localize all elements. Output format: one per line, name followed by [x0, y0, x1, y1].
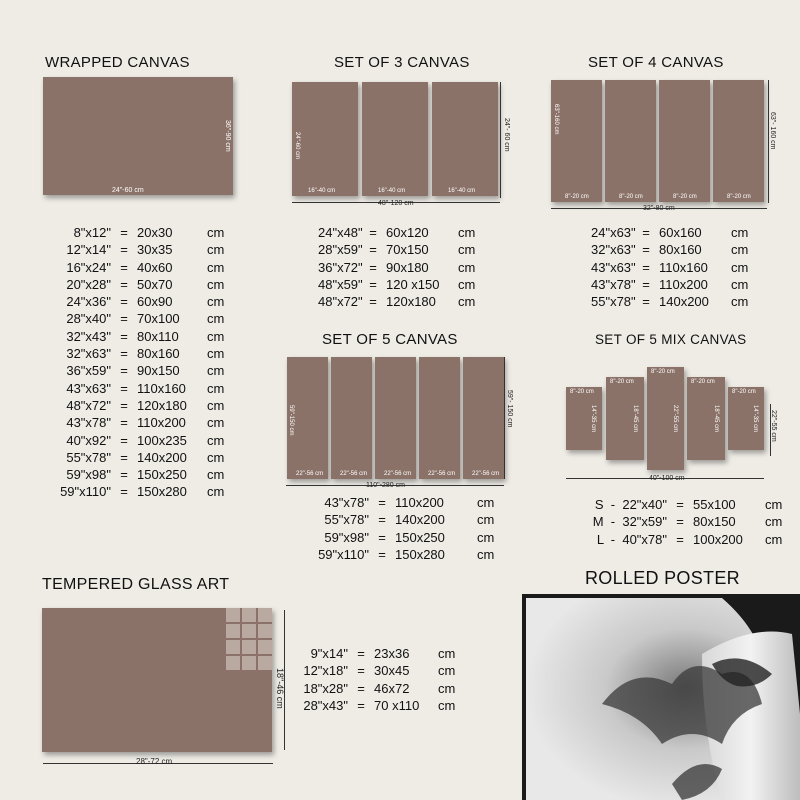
equals-sign: = — [120, 484, 128, 500]
size-cm: 60x120 — [386, 225, 429, 240]
set4-size-list — [591, 224, 748, 310]
panel-dim-label: 16"-40 cm — [378, 188, 406, 194]
size-cm: 150x280 — [395, 546, 445, 562]
wrapped-height-dim: 36"-90 cm — [224, 120, 231, 152]
size-inches: 48"x72" — [318, 294, 363, 310]
size-inches: 24"x36" — [66, 294, 111, 310]
size-row — [55, 293, 224, 310]
size-unit: cm — [207, 311, 225, 327]
set3-panel — [292, 82, 358, 196]
size-unit: cm — [207, 415, 225, 431]
size-unit: cm — [207, 276, 225, 292]
equals-sign: = — [369, 294, 377, 310]
equals-sign: = — [357, 663, 365, 679]
size-cm: 110x160 — [137, 380, 186, 396]
size-cm: 70x150 — [386, 242, 429, 258]
panel-dim-label: 16"-40 cm — [448, 188, 476, 194]
set5-panel — [331, 357, 372, 479]
size-unit: cm — [207, 328, 225, 344]
size-row — [55, 432, 224, 449]
size-inches: 28"x43" — [303, 697, 348, 713]
size-cm: 110x200 — [137, 415, 186, 431]
size-inches: M - 32"x59" — [592, 514, 667, 530]
size-unit: cm — [765, 514, 783, 530]
size-row — [55, 310, 224, 327]
size-inches: 18"x28" — [303, 680, 348, 696]
wrapped-canvas-title: WRAPPED CANVAS — [45, 54, 190, 71]
equals-sign: = — [120, 294, 128, 310]
size-cm: 55x100 — [693, 497, 736, 512]
glass-size-list — [300, 645, 455, 714]
size-inches: 32"x43" — [66, 328, 111, 344]
panel-dim-label: 18"-45 cm — [713, 404, 719, 432]
size-row — [317, 546, 494, 563]
size-cm: 90x150 — [137, 363, 180, 379]
size-cm: 150x250 — [395, 529, 445, 545]
set3-total-dim: 48"-120 cm — [378, 200, 414, 207]
panel-dim-label: 14"-35 cm — [752, 404, 758, 432]
set3-right-line — [500, 82, 501, 198]
size-inches: 55"x78" — [324, 512, 369, 528]
mix-panel — [606, 377, 644, 460]
size-cm: 70 x110 — [374, 697, 420, 713]
size-unit: cm — [207, 484, 225, 500]
panel-dim-label: 8"-20 cm — [732, 389, 756, 395]
mix-right-dim: 22"-55 cm — [770, 410, 777, 442]
size-unit: cm — [207, 225, 225, 240]
equals-sign: = — [642, 276, 650, 292]
glass-reflection — [226, 608, 272, 670]
panel-dim-label: 8"-20 cm — [651, 369, 675, 375]
set4-total-dim: 32"-80 cm — [643, 205, 675, 212]
size-row — [55, 414, 224, 431]
panel-dim-label: 8"-20 cm — [673, 194, 697, 200]
size-row — [55, 380, 224, 397]
equals-sign: = — [120, 311, 128, 327]
size-unit: cm — [438, 646, 456, 661]
size-cm: 140x200 — [137, 449, 187, 465]
equals-sign: = — [120, 467, 128, 483]
size-row — [55, 241, 224, 258]
equals-sign: = — [378, 495, 386, 510]
equals-sign: = — [120, 363, 128, 379]
size-row — [55, 397, 224, 414]
equals-sign: = — [120, 328, 128, 344]
set3-panel — [432, 82, 498, 196]
panel-dim-label: 14"-35 cm — [590, 404, 596, 432]
size-row — [575, 531, 782, 548]
size-row — [318, 224, 475, 241]
size-cm: 80x160 — [137, 346, 180, 362]
size-row — [591, 224, 748, 241]
size-inches: 43"x78" — [591, 276, 636, 292]
size-row — [55, 345, 224, 362]
size-row — [55, 276, 224, 293]
set5-right-line — [504, 357, 505, 479]
size-cm: 150x250 — [137, 467, 187, 483]
equals-sign: = — [357, 680, 365, 696]
panel-dim-label: 22"-56 cm — [296, 471, 324, 477]
set3-panel — [362, 82, 428, 196]
equals-sign: = — [120, 380, 128, 396]
panel-dim-label: 22"-56 cm — [428, 471, 456, 477]
size-cm: 100x200 — [693, 531, 743, 547]
set4-panel — [713, 80, 764, 202]
size-row — [317, 511, 494, 528]
size-inches: 8"x12" — [73, 225, 111, 240]
size-row — [55, 449, 224, 466]
set5-panel — [419, 357, 460, 479]
size-unit: cm — [207, 449, 225, 465]
size-unit: cm — [477, 512, 495, 528]
size-cm: 46x72 — [374, 680, 410, 696]
size-cm: 23x36 — [374, 646, 410, 661]
size-inches: 36"x72" — [318, 259, 363, 275]
equals-sign: = — [120, 225, 128, 240]
size-row — [318, 241, 475, 258]
size-unit: cm — [765, 531, 783, 547]
size-unit: cm — [207, 242, 225, 258]
mix-panel — [728, 387, 764, 450]
size-unit: cm — [731, 259, 749, 275]
size-unit: cm — [477, 529, 495, 545]
size-row — [300, 662, 455, 679]
size-inches: 24"x63" — [591, 225, 636, 240]
mix-panel — [687, 377, 725, 460]
equals-sign: = — [120, 432, 128, 448]
wrapped-size-list — [55, 224, 224, 501]
poster-image — [522, 594, 800, 800]
set5-total-dim: 110"-280 cm — [366, 482, 405, 489]
panel-dim-label: 22"-56 cm — [384, 471, 412, 477]
size-inches: 16"x24" — [66, 259, 111, 275]
size-row — [318, 276, 475, 293]
equals-sign: = — [642, 225, 650, 240]
panel-dim-label: 18"-45 cm — [632, 404, 638, 432]
mix-total-dim: 40"-100 cm — [649, 475, 685, 482]
equals-sign: = — [676, 514, 684, 530]
size-unit: cm — [731, 225, 749, 240]
equals-sign: = — [120, 449, 128, 465]
equals-sign: = — [676, 497, 684, 512]
set4-title: SET OF 4 CANVAS — [588, 54, 724, 71]
size-unit: cm — [458, 242, 476, 258]
size-inches: 59"x98" — [66, 467, 111, 483]
glass-width-dim: 28"-72 cm — [136, 757, 173, 766]
size-cm: 90x180 — [386, 259, 429, 275]
size-row — [55, 224, 224, 241]
set5-right-dim: 59"- 150 cm — [506, 390, 513, 428]
size-unit: cm — [765, 497, 783, 512]
equals-sign: = — [120, 276, 128, 292]
size-cm: 20x30 — [137, 225, 173, 240]
size-unit: cm — [207, 259, 225, 275]
set4-panel — [551, 80, 602, 202]
size-cm: 140x200 — [659, 294, 709, 310]
size-inches: 43"x63" — [66, 380, 111, 396]
size-cm: 80x150 — [693, 514, 736, 530]
size-row — [55, 466, 224, 483]
equals-sign: = — [120, 346, 128, 362]
equals-sign: = — [357, 646, 365, 661]
size-cm: 140x200 — [395, 512, 445, 528]
size-inches: 40"x92" — [66, 432, 111, 448]
size-row — [591, 293, 748, 310]
size-unit: cm — [207, 346, 225, 362]
size-cm: 40x60 — [137, 259, 173, 275]
set3-size-list — [318, 224, 475, 310]
size-inches: 28"x59" — [318, 242, 363, 258]
size-inches: 24"x48" — [318, 225, 363, 240]
panel-dim-label: 16"-40 cm — [308, 188, 336, 194]
size-cm: 120x180 — [137, 397, 187, 413]
size-unit: cm — [458, 294, 476, 310]
equals-sign: = — [369, 259, 377, 275]
panel-dim-label: 8"-20 cm — [727, 194, 751, 200]
size-unit: cm — [438, 697, 456, 713]
size-inches: 55"x78" — [591, 294, 636, 310]
size-cm: 80x160 — [659, 242, 702, 258]
set3-right-dim: 24"- 60 cm — [503, 118, 510, 152]
set3-title: SET OF 3 CANVAS — [334, 54, 470, 71]
size-inches: 32"x63" — [591, 242, 636, 258]
size-unit: cm — [207, 363, 225, 379]
equals-sign: = — [378, 546, 386, 562]
wrapped-canvas-panel — [43, 77, 233, 195]
set5-size-list — [317, 494, 494, 563]
size-unit: cm — [207, 467, 225, 483]
size-inches: 9"x14" — [310, 646, 348, 661]
panel-dim-label: 59"-150 cm — [288, 405, 294, 436]
size-row — [591, 276, 748, 293]
size-inches: 12"x14" — [66, 242, 111, 258]
panel-dim-label: 8"-20 cm — [610, 379, 634, 385]
size-unit: cm — [731, 276, 749, 292]
size-inches: 59"x110" — [60, 484, 111, 500]
wrapped-width-dim: 24"-60 cm — [112, 187, 144, 194]
size-inches: 55"x78" — [66, 449, 111, 465]
size-cm: 30x35 — [137, 242, 173, 258]
size-cm: 120x180 — [386, 294, 436, 310]
size-cm: 110x200 — [659, 276, 708, 292]
panel-dim-label: 8"-20 cm — [565, 194, 589, 200]
size-unit: cm — [458, 259, 476, 275]
size-inches: 32"x63" — [66, 346, 111, 362]
size-unit: cm — [438, 663, 456, 679]
size-cm: 30x45 — [374, 663, 410, 679]
size-cm: 60x160 — [659, 225, 702, 240]
size-inches: 43"x78" — [66, 415, 111, 431]
size-row — [55, 483, 224, 500]
equals-sign: = — [369, 276, 377, 292]
size-unit: cm — [207, 432, 225, 448]
mix-panel — [566, 387, 602, 450]
size-inches: L - 40"x78" — [596, 531, 667, 547]
size-row — [318, 293, 475, 310]
set4-right-dim: 63"- 160 cm — [769, 112, 776, 150]
size-row — [55, 328, 224, 345]
size-row — [55, 362, 224, 379]
size-cm: 150x280 — [137, 484, 187, 500]
size-row — [591, 259, 748, 276]
size-row — [300, 697, 455, 714]
glass-title: TEMPERED GLASS ART — [42, 576, 230, 593]
poster-title: ROLLED POSTER — [585, 568, 740, 588]
glass-height-dim: 18"-46 cm — [275, 668, 285, 709]
size-row — [575, 496, 782, 513]
size-unit: cm — [477, 495, 495, 510]
size-cm: 70x100 — [137, 311, 180, 327]
size-unit: cm — [458, 225, 476, 240]
size-inches: 12"x18" — [303, 663, 348, 679]
size-inches: 43"x78" — [324, 495, 369, 510]
size-row — [317, 529, 494, 546]
size-inches: S - 22"x40" — [594, 497, 667, 512]
equals-sign: = — [120, 415, 128, 431]
equals-sign: = — [378, 529, 386, 545]
size-cm: 120 x150 — [386, 276, 440, 292]
equals-sign: = — [120, 397, 128, 413]
size-cm: 80x110 — [137, 328, 179, 344]
mix-title: SET OF 5 MIX CANVAS — [595, 332, 747, 347]
size-inches: 28"x40" — [66, 311, 111, 327]
size-unit: cm — [207, 380, 225, 396]
mix-size-list — [575, 496, 782, 548]
size-row — [317, 494, 494, 511]
equals-sign: = — [369, 242, 377, 258]
size-inches: 48"x59" — [318, 276, 363, 292]
size-cm: 100x235 — [137, 432, 187, 448]
panel-dim-label: 24"-60 cm — [294, 132, 300, 160]
equals-sign: = — [378, 512, 386, 528]
equals-sign: = — [120, 259, 128, 275]
size-unit: cm — [207, 294, 225, 310]
size-inches: 20"x28" — [66, 276, 111, 292]
set5-panel — [375, 357, 416, 479]
equals-sign: = — [676, 531, 684, 547]
set4-panel — [659, 80, 710, 202]
size-unit: cm — [477, 546, 495, 562]
size-inches: 36"x59" — [66, 363, 111, 379]
panel-dim-label: 22"-56 cm — [340, 471, 368, 477]
size-cm: 60x90 — [137, 294, 173, 310]
size-cm: 50x70 — [137, 276, 173, 292]
equals-sign: = — [642, 242, 650, 258]
panel-dim-label: 22"-55 cm — [672, 404, 678, 432]
size-unit: cm — [731, 242, 749, 258]
size-inches: 48"x72" — [66, 397, 111, 413]
size-unit: cm — [207, 397, 225, 413]
size-row — [318, 259, 475, 276]
set4-panel — [605, 80, 656, 202]
size-inches: 43"x63" — [591, 259, 636, 275]
size-row — [300, 645, 455, 662]
size-unit: cm — [731, 294, 749, 310]
size-row — [55, 259, 224, 276]
equals-sign: = — [369, 225, 377, 240]
set5-title: SET OF 5 CANVAS — [322, 331, 458, 348]
size-inches: 59"x110" — [318, 546, 369, 562]
size-cm: 110x200 — [395, 495, 444, 510]
size-row — [591, 241, 748, 258]
size-unit: cm — [438, 680, 456, 696]
panel-dim-label: 63"-160 cm — [553, 104, 559, 135]
equals-sign: = — [120, 242, 128, 258]
mix-panel — [647, 367, 684, 470]
equals-sign: = — [642, 259, 650, 275]
size-row — [575, 513, 782, 530]
equals-sign: = — [357, 697, 365, 713]
size-inches: 59"x98" — [324, 529, 369, 545]
panel-dim-label: 8"-20 cm — [691, 379, 715, 385]
panel-dim-label: 22"-56 cm — [472, 471, 500, 477]
set5-panel — [463, 357, 504, 479]
panel-dim-label: 8"-20 cm — [619, 194, 643, 200]
size-cm: 110x160 — [659, 259, 708, 275]
size-unit: cm — [458, 276, 476, 292]
panel-dim-label: 8"-20 cm — [570, 389, 594, 395]
size-row — [300, 680, 455, 697]
equals-sign: = — [642, 294, 650, 310]
